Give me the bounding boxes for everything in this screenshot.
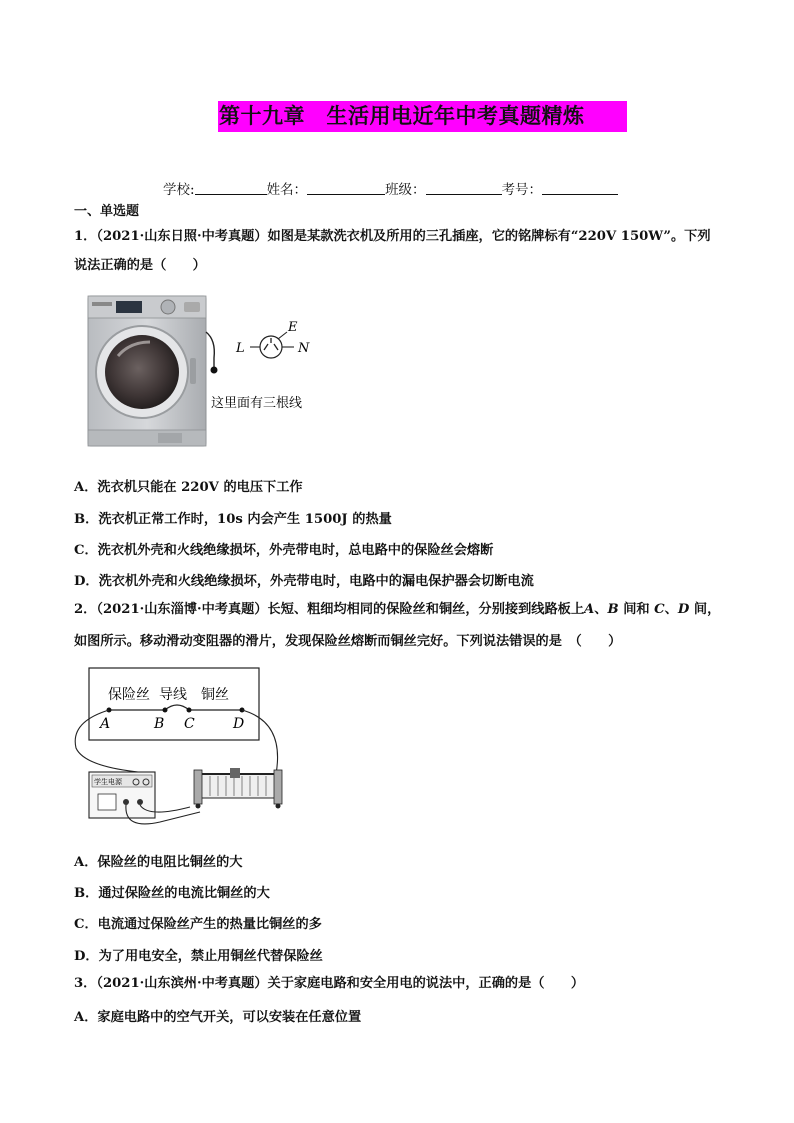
class-label: 班级： [385,182,426,198]
q1-option-b[interactable]: B．洗衣机正常工作时，10s 内会产生 1500J 的热量 [74,512,392,527]
q2-sep1: 、 [594,602,608,617]
cable-dot [211,367,218,374]
q2-stem-text: 2．（2021·山东淄博·中考真题）长短、粗细均相同的保险丝和铜丝，分别接到线路板上 [74,602,585,617]
control-knob [161,300,175,314]
socket-label-e: E [288,320,298,335]
class-blank[interactable] [426,181,502,195]
q2-var-d: D [677,602,690,617]
door-glass [105,335,179,409]
name-label: 姓名： [266,182,308,198]
q1-option-c[interactable]: C．洗衣机外壳和火线绝缘损坏，外壳带电时，总电路中的保险丝会熔断 [74,543,494,558]
display-screen [116,301,142,313]
q2-stem-line2: 如图所示。移动滑动变阻器的滑片，发现保险丝熔断而铜丝完好。下列说法错误的是 （ ） [74,634,622,649]
point-a: A [100,716,111,732]
door-handle [190,358,196,384]
q2-end: 间， [689,602,721,617]
number-label: 考号： [501,182,543,198]
power-cable [206,332,214,370]
q2-option-b[interactable]: B．通过保险丝的电流比铜丝的大 [74,886,270,901]
label-copper: 铜丝 [201,687,229,703]
section-title: 一、单选题 [74,204,140,219]
socket-label-l: L [236,341,245,356]
q2-mid: 间和 [618,602,655,617]
socket-label-n: N [298,341,310,356]
number-blank[interactable] [542,181,618,195]
q2-var-a: A [584,602,595,617]
power-supply-label: 学生电源 [94,778,122,786]
point-c: C [184,716,195,732]
q1-option-d[interactable]: D．洗衣机外壳和火线绝缘损坏，外壳带电时，电路中的漏电保护器会切断电流 [74,574,534,589]
label-fuse: 保险丝 [108,687,150,703]
q2-var-b: B [607,602,619,617]
q1-figure-washing-machine [84,292,324,452]
cable-annotation: 这里面有三根线 [211,396,303,411]
rheostat-slider [230,768,240,778]
q2-option-c[interactable]: C．电流通过保险丝产生的热量比铜丝的多 [74,917,322,932]
name-blank[interactable] [307,181,385,195]
q1-option-a[interactable]: A．洗衣机只能在 220V 的电压下工作 [74,480,303,495]
page-title: 第十九章 生活用电近年中考真题精炼 [218,101,627,132]
q2-stem-line1 [74,600,720,620]
q3-option-a[interactable]: A．家庭电路中的空气开关，可以安装在任意位置 [74,1010,362,1025]
q1-stem-line2: 说法正确的是（ ） [74,258,206,273]
point-b: B [154,716,165,732]
q2-sep2: 、 [664,602,678,617]
school-label: 学校: [163,182,195,198]
q2-figure-circuit [70,662,300,834]
school-blank[interactable] [195,181,267,195]
q3-stem-line1: 3．（2021·山东滨州·中考真题）关于家庭电路和安全用电的说法中，正确的是（ ） [74,976,585,991]
point-d: D [233,716,245,732]
q2-option-a[interactable]: A．保险丝的电阻比铜丝的大 [74,855,243,870]
label-wire: 导线 [159,687,187,703]
student-info-line [163,178,618,198]
q2-var-c: C [654,602,665,617]
q1-stem-line1: 1．（2021·山东日照·中考真题）如图是某款洗衣机及所用的三孔插座，它的铭牌标有“220V 150W”。下列 [74,229,711,244]
q2-option-d[interactable]: D．为了用电安全，禁止用铜丝代替保险丝 [74,949,323,964]
